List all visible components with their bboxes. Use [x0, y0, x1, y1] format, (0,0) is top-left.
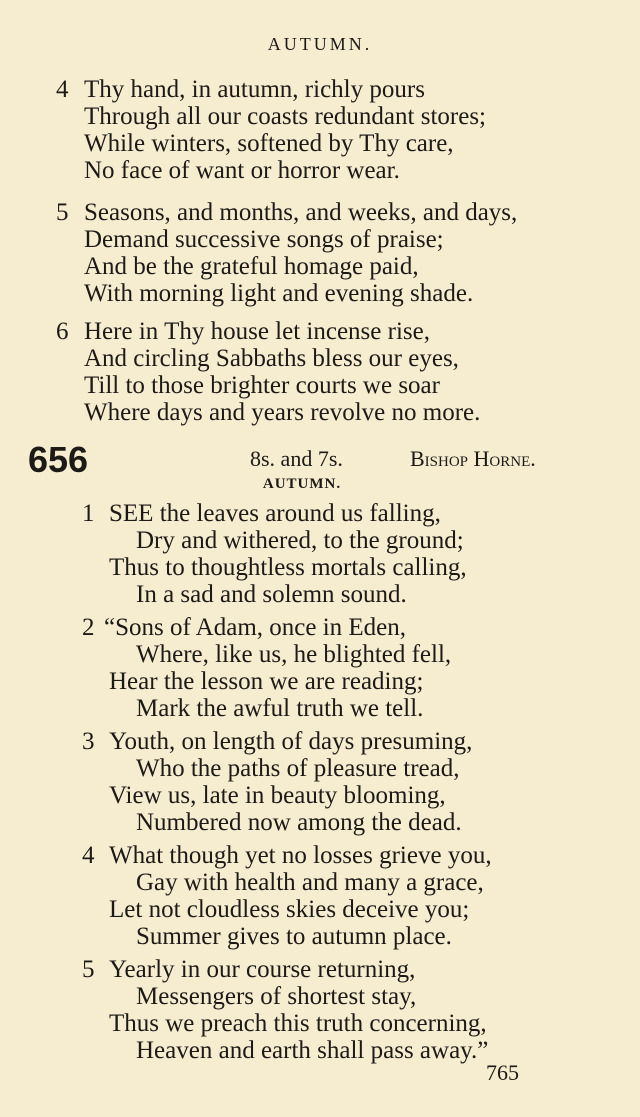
hymn-number: 656: [28, 439, 89, 480]
hymn-meter: 8s. and 7s.: [250, 446, 343, 471]
verse-line: Dry and withered, to the ground;: [136, 527, 464, 554]
verse-line: Thy hand, in autumn, richly pours: [84, 76, 425, 103]
stanza-number: 3: [82, 728, 95, 755]
verse-line: Summer gives to autumn place.: [136, 923, 452, 950]
verse-line: Through all our coasts redundant stores;: [84, 103, 486, 130]
verse-line: And circling Sabbaths bless our eyes,: [84, 345, 459, 372]
running-head: AUTUMN.: [267, 34, 373, 54]
verse-line: No face of want or horror wear.: [84, 157, 400, 184]
verse-line: View us, late in beauty blooming,: [109, 782, 446, 809]
verse-line: Where days and years revolve no more.: [84, 399, 481, 426]
verse-line: Hear the lesson we are reading;: [109, 668, 424, 695]
verse-line: Seasons, and months, and weeks, and days,: [84, 199, 518, 226]
verse-line: Numbered now among the dead.: [136, 809, 462, 836]
verse-line: Where, like us, he blighted fell,: [136, 641, 452, 668]
stanza-number: 4: [82, 842, 95, 869]
verse-line: Youth, on length of days presuming,: [109, 728, 473, 755]
stanza-number: 2: [82, 614, 95, 641]
verse-line: Thus we preach this truth concerning,: [109, 1010, 487, 1037]
stanza-number: 6: [56, 318, 69, 345]
verse-line: Demand successive songs of praise;: [84, 226, 444, 253]
verse-line: With morning light and evening shade.: [84, 280, 474, 307]
stanza-number: 4: [56, 76, 69, 103]
verse-line: Who the paths of pleasure tread,: [136, 755, 460, 782]
verse-line: Messengers of shortest stay,: [136, 983, 417, 1010]
stanza-number: 1: [82, 500, 95, 527]
verse-line: Mark the awful truth we tell.: [136, 695, 424, 722]
stanza-number: 5: [82, 956, 95, 983]
verse-line: And be the grateful homage paid,: [84, 253, 419, 280]
verse-line: While winters, softened by Thy care,: [84, 130, 454, 157]
verse-line: “Sons of Adam, once in Eden,: [104, 614, 407, 641]
page-number: 765: [486, 1060, 519, 1085]
hymn-title: AUTUMN.: [262, 476, 342, 492]
verse-line: Thus to thoughtless mortals calling,: [109, 554, 467, 581]
verse-line: Let not cloudless skies deceive you;: [109, 896, 470, 923]
verse-line: Till to those brighter courts we soar: [84, 372, 440, 399]
hymn-author: Bishop Horne.: [410, 446, 536, 471]
verse-line: Yearly in our course returning,: [109, 956, 416, 983]
verse-line: SEE the leaves around us falling,: [109, 500, 441, 527]
verse-line: What though yet no losses grieve you,: [109, 842, 492, 869]
verse-line: Heaven and earth shall pass away.”: [136, 1037, 489, 1064]
stanza-number: 5: [56, 199, 69, 226]
verse-line: In a sad and solemn sound.: [136, 581, 407, 608]
verse-line: Gay with health and many a grace,: [136, 869, 484, 896]
verse-line: Here in Thy house let incense rise,: [84, 318, 430, 345]
